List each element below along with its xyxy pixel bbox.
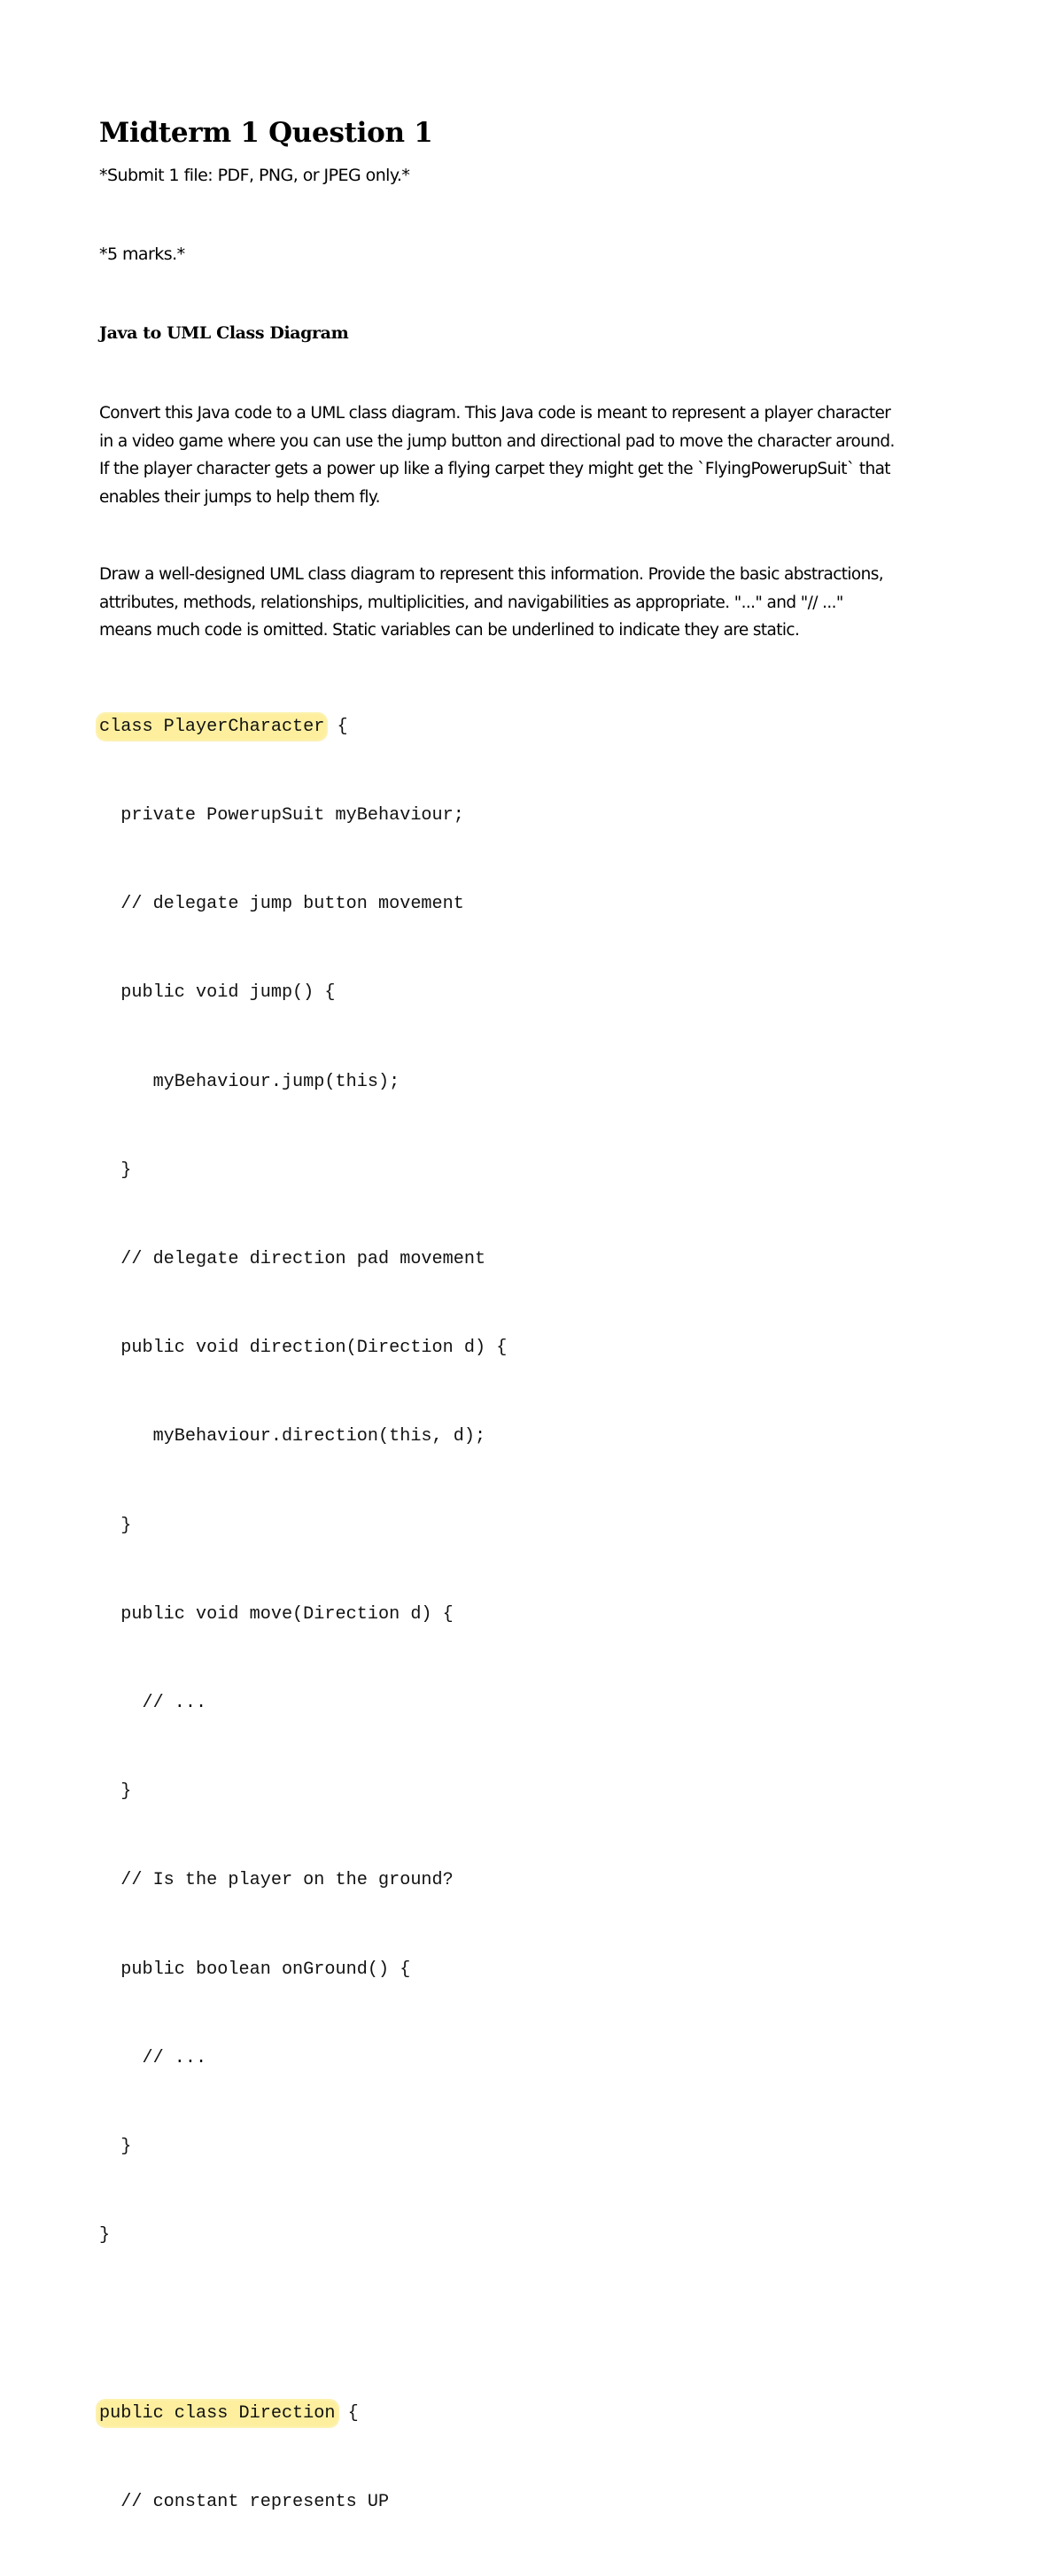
instructions-paragraph: [99, 561, 883, 645]
code-line: // delegate direction pad movement: [99, 1249, 486, 1270]
highlighted-class-declaration: public class Direction: [97, 2401, 338, 2426]
code-line: [99, 2309, 507, 2339]
instructions-line: means much code is omitted. Static variables can be underlined to indicate they are static.: [99, 621, 800, 640]
code-line: public void jump() {: [99, 982, 336, 1004]
code-line: }: [99, 2225, 111, 2246]
java-code-block: [99, 653, 507, 2576]
instructions-line: attributes, methods, relationships, multiplicities, and navigabilities as appropriate. "..." and "// ...": [99, 593, 843, 612]
code-line: private PowerupSuit myBehaviour;: [99, 805, 464, 826]
intro-line: enables their jumps to help them fly.: [99, 487, 380, 507]
code-line: }: [99, 1781, 132, 1803]
intro-line: Convert this Java code to a UML class diagram. This Java code is meant to represent a player character: [99, 404, 891, 423]
code-line: // constant represents UP: [99, 2491, 390, 2512]
code-brace: {: [326, 716, 348, 737]
section-heading: Java to UML Class Diagram: [99, 323, 349, 343]
code-line: // Is the player on the ground?: [99, 1870, 454, 1891]
code-line: myBehaviour.jump(this);: [99, 1071, 400, 1092]
intro-line: If the player character gets a power up like a flying carpet they might get the `FlyingPowerupSuit` that: [99, 460, 890, 478]
page-title: Midterm 1 Question 1: [99, 117, 433, 149]
highlighted-class-declaration: class PlayerCharacter: [97, 714, 326, 740]
code-line: [99, 712, 507, 741]
instructions-line: Draw a well-designed UML class diagram to represent this information. Provide the basic abstractions,: [99, 565, 883, 584]
code-line: myBehaviour.direction(this, d);: [99, 1426, 486, 1447]
intro-paragraph: [99, 400, 895, 511]
submit-note: *Submit 1 file: PDF, PNG, or JPEG only.*: [99, 166, 410, 185]
code-line: public void direction(Direction d) {: [99, 1338, 508, 1359]
code-brace: {: [337, 2402, 359, 2424]
code-line: public boolean onGround() {: [99, 1959, 411, 1980]
code-line: // delegate jump button movement: [99, 894, 464, 915]
intro-line: in a video game where you can use the jump button and directional pad to move the character around.: [99, 431, 895, 451]
code-line: [99, 2399, 507, 2428]
code-line: // ...: [99, 2047, 207, 2068]
code-line: // ...: [99, 1693, 207, 1714]
code-line: public void move(Direction d) {: [99, 1603, 454, 1625]
code-line: }: [99, 1160, 132, 1181]
code-line: }: [99, 1515, 132, 1536]
marks-note: *5 marks.*: [99, 244, 185, 264]
code-line: }: [99, 2137, 132, 2158]
